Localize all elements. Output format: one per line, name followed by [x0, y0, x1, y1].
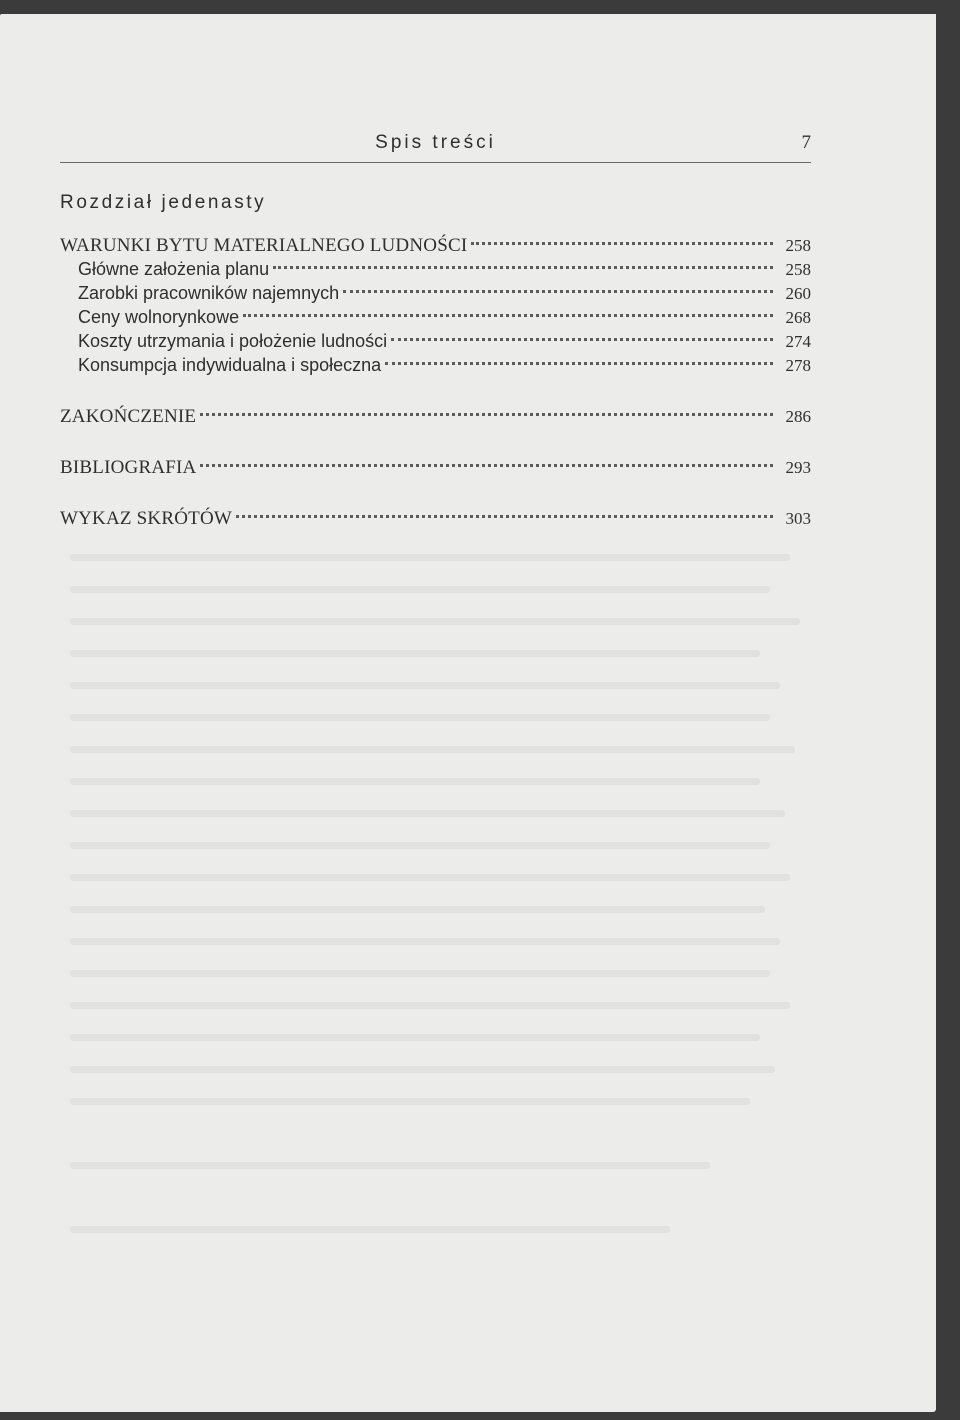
toc-entry-title: Koszty utrzymania i położenie ludności — [78, 331, 388, 351]
dot-leader — [471, 220, 773, 245]
chapter-label: Rozdział jedenasty — [60, 192, 267, 213]
bleed-through — [70, 1034, 760, 1041]
toc-entry-page: 286 — [785, 407, 811, 426]
toc-entry-page: 293 — [785, 458, 811, 477]
bleed-through — [70, 1162, 710, 1169]
bleed-through — [70, 1226, 670, 1233]
page-number: 7 — [801, 132, 811, 153]
dot-leader — [391, 316, 773, 341]
bleed-through — [70, 906, 765, 913]
toc-entry-title: ZAKOŃCZENIE — [60, 406, 197, 427]
dot-leader — [200, 442, 773, 467]
toc-entry-title: Zarobki pracowników najemnych — [78, 283, 340, 303]
bleed-through — [70, 810, 785, 817]
bleed-through — [70, 938, 780, 945]
toc-entry-page: 258 — [785, 236, 811, 255]
toc-entry-page: 268 — [785, 308, 811, 327]
dot-leader — [200, 391, 773, 416]
bleed-through — [70, 714, 770, 721]
bleed-through — [70, 682, 780, 689]
bleed-through — [70, 778, 760, 785]
dot-leader — [385, 340, 773, 365]
bleed-through — [70, 970, 770, 977]
dot-leader — [343, 268, 773, 293]
toc-entry-title: Ceny wolnorynkowe — [78, 307, 240, 327]
toc-entry-title: WYKAZ SKRÓTÓW — [60, 508, 232, 529]
toc-entry — [60, 397, 811, 427]
bleed-through — [70, 1002, 790, 1009]
toc-entry-page: 303 — [785, 509, 811, 528]
toc-entry-title: Główne założenia planu — [78, 259, 270, 279]
dot-leader — [236, 493, 773, 518]
toc-entry-title: Konsumpcja indywidualna i społeczna — [78, 355, 382, 375]
toc-entry-page: 278 — [785, 356, 811, 375]
bleed-through — [70, 554, 790, 561]
dot-leader — [273, 244, 773, 269]
running-head — [60, 132, 811, 163]
bleed-through — [70, 1066, 775, 1073]
bleed-through — [70, 746, 795, 753]
toc-entry-page: 274 — [785, 332, 811, 351]
bleed-through — [70, 1098, 750, 1105]
bleed-through — [70, 650, 760, 657]
bleed-through — [70, 586, 770, 593]
toc-entry-page: 260 — [785, 284, 811, 303]
bleed-through — [70, 618, 800, 625]
toc-entry-page: 258 — [785, 260, 811, 279]
running-title: Spis treści — [375, 132, 496, 153]
bleed-through — [70, 874, 790, 881]
bleed-through — [70, 842, 770, 849]
toc-entry — [60, 499, 811, 529]
dot-leader — [243, 292, 773, 317]
toc-entry-title: WARUNKI BYTU MATERIALNEGO LUDNOŚCI — [60, 235, 468, 256]
toc-entry — [60, 448, 811, 478]
page-sheet — [0, 14, 936, 1412]
toc-entry — [78, 346, 811, 375]
toc-entry-title: BIBLIOGRAFIA — [60, 457, 197, 478]
